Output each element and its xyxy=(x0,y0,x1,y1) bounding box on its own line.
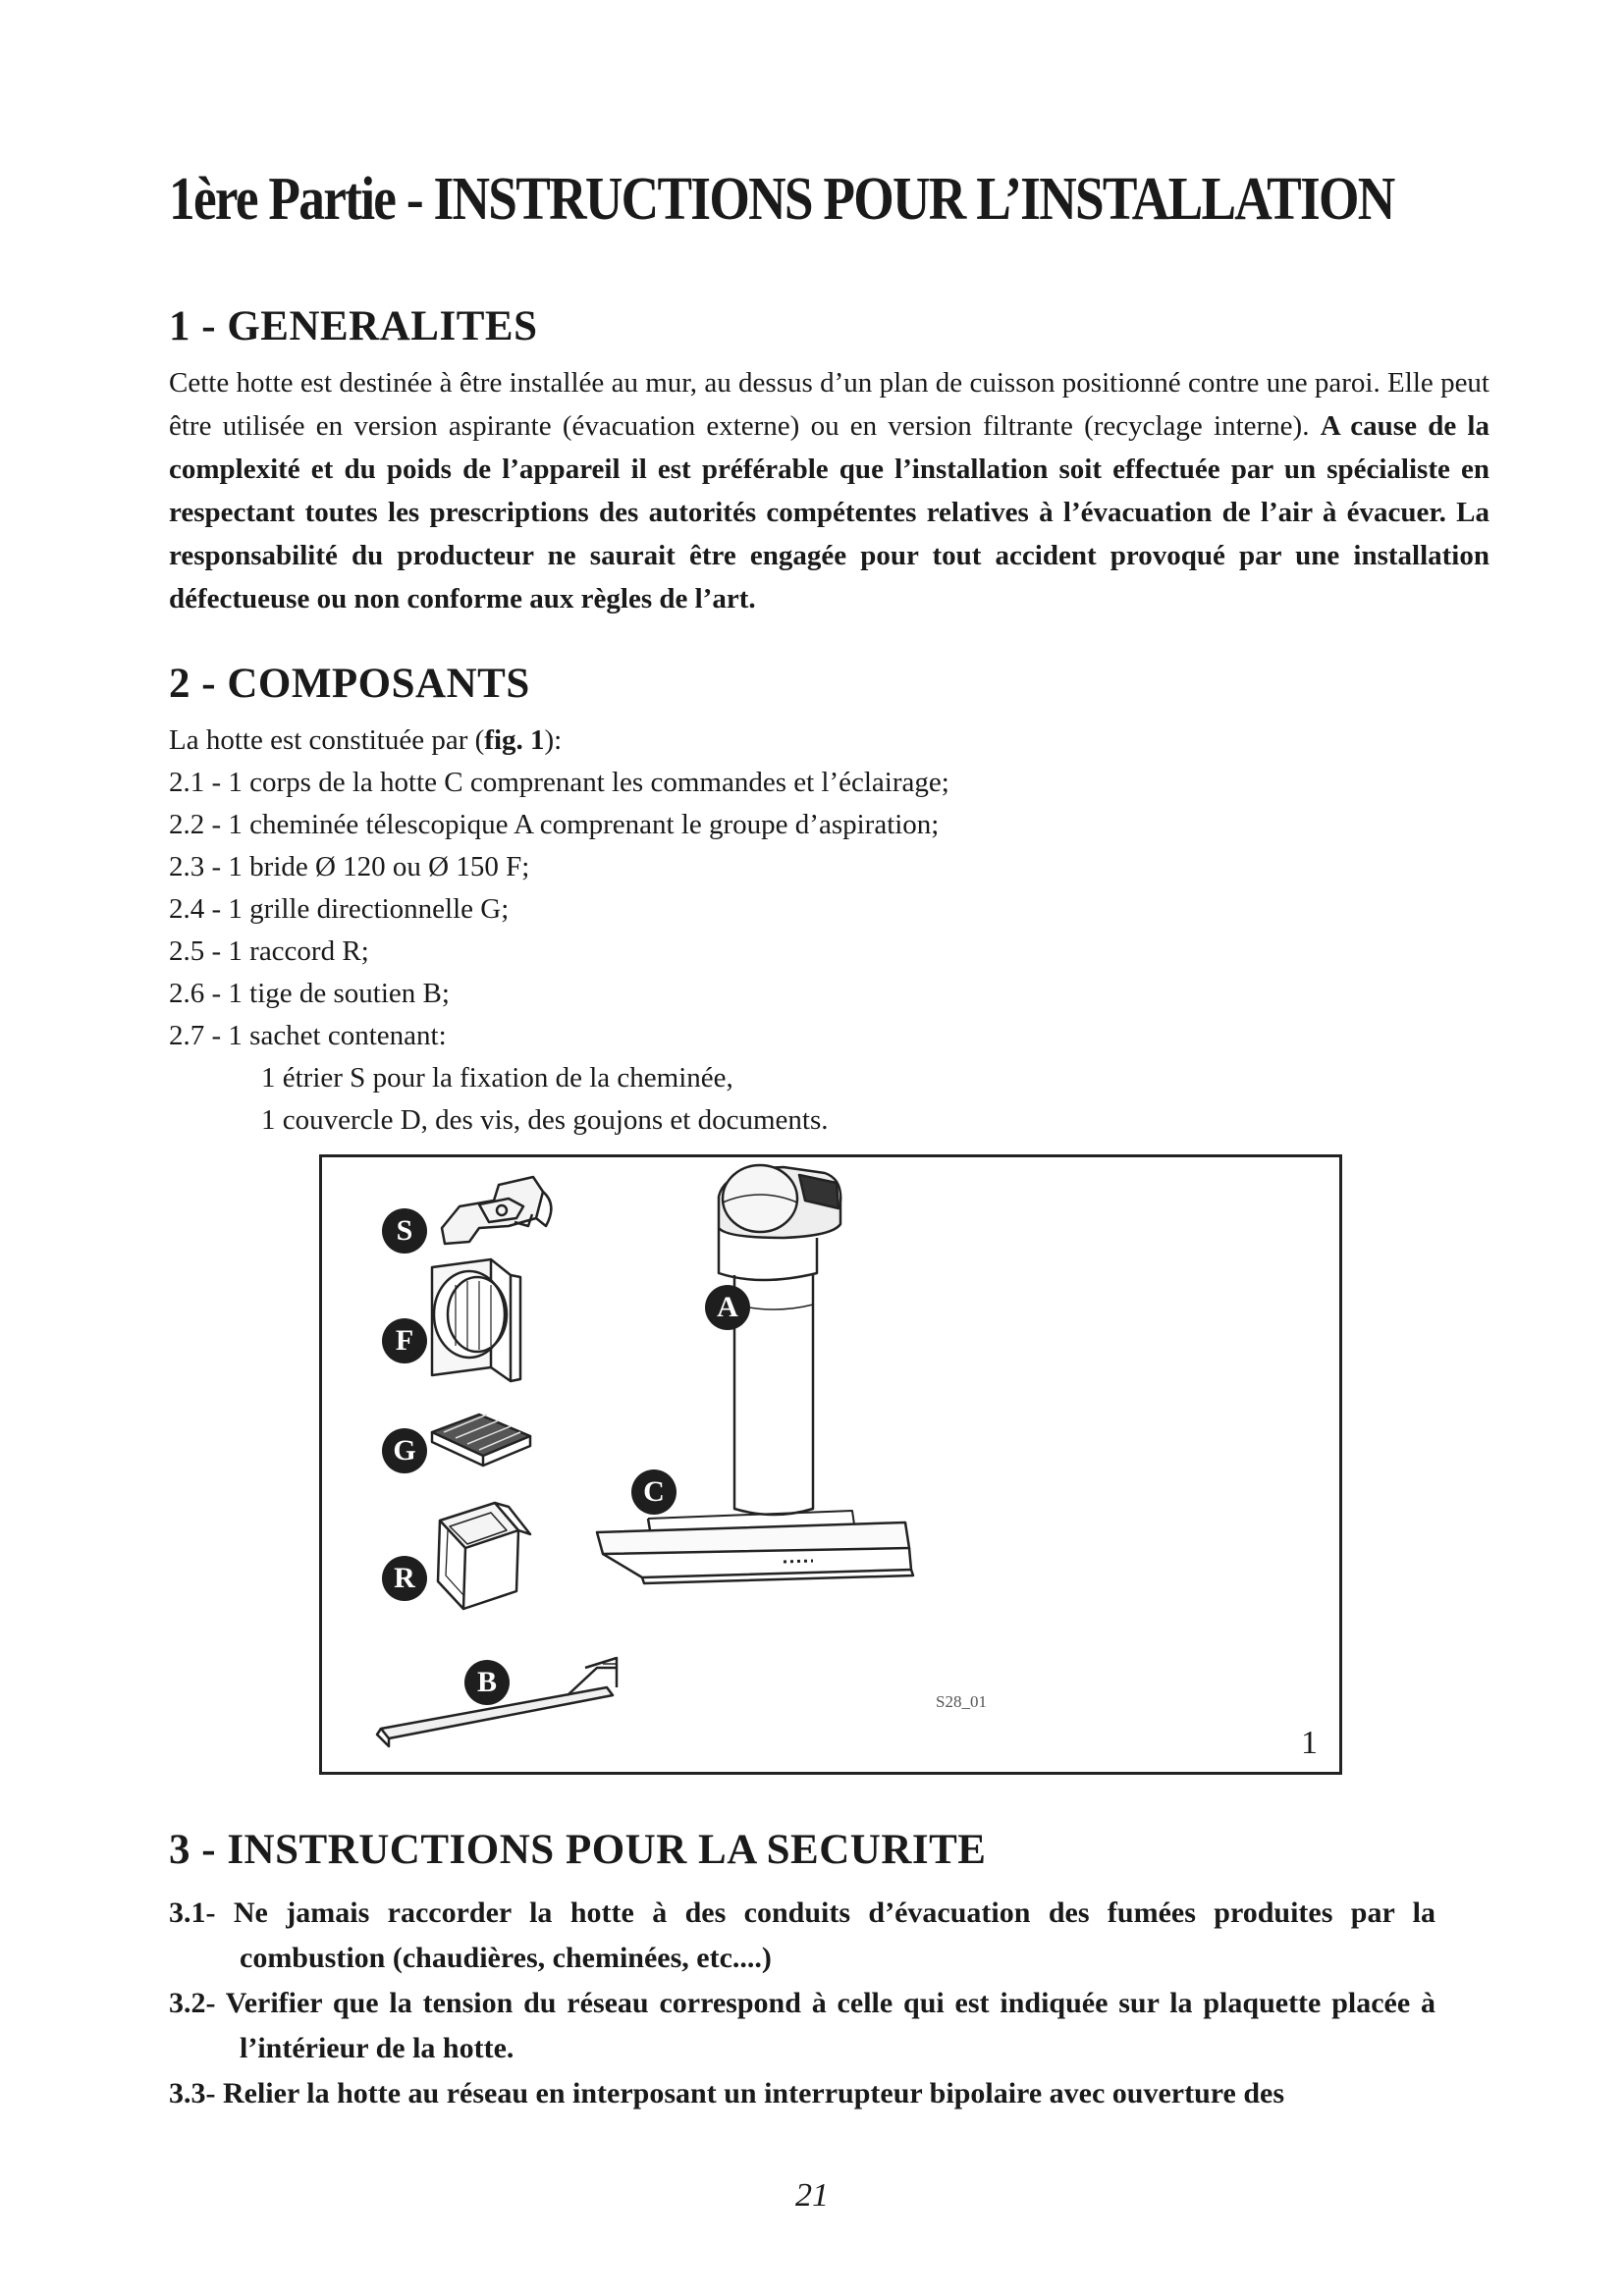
callout-g: G xyxy=(382,1428,427,1473)
component-item: 2.2 - 1 cheminée télescopique A comprenant le groupe d’aspiration; xyxy=(169,809,940,840)
safety-item: 3.3- Relier la hotte au réseau en interposant un interrupteur bipolaire avec ouverture des xyxy=(169,2077,1285,2109)
components-intro: La hotte est constituée par (fig. 1): xyxy=(169,724,563,756)
safety-item: 3.1- Ne jamais raccorder la hotte à des conduits d’évacuation des fumées produites par la combustion (chaudières, cheminées, etc....) xyxy=(169,1896,1435,1974)
component-item: 2.3 - 1 bride Ø 120 ou Ø 150 F; xyxy=(169,851,530,882)
component-item: 2.7 - 1 sachet contenant: xyxy=(169,1020,447,1051)
component-subitem: 1 couvercle D, des vis, des goujons et documents. xyxy=(261,1104,829,1136)
callout-a: A xyxy=(705,1285,750,1330)
section-1-warning: A cause de la complexité et du poids de l’appareil il est préférable que l’installation soit effectuée par un spécialiste en respectant toutes les prescriptions des autorités compétentes relatives à l’évacuation de l’air à évacuer. La responsabilité du producteur ne saurait être engagée pour tout accident provoqué par une installation défectueuse ou non conforme aux règles de l’art. xyxy=(169,410,1489,614)
safety-list xyxy=(169,1891,1435,2116)
components-list xyxy=(169,720,1445,1142)
callout-f: F xyxy=(382,1318,427,1363)
page-number: 21 xyxy=(795,2177,829,2214)
section-1-paragraph xyxy=(169,361,1489,620)
component-item: 2.4 - 1 grille directionnelle G; xyxy=(169,893,510,925)
figure-1 xyxy=(319,1154,1342,1775)
chimney-a-drawing xyxy=(719,1165,840,1515)
bracket-s-drawing xyxy=(442,1177,551,1244)
figure-number: 1 xyxy=(1301,1725,1318,1761)
callout-b: B xyxy=(464,1660,510,1705)
hood-body-c-drawing xyxy=(597,1511,913,1583)
figure-code: S28_01 xyxy=(936,1692,987,1711)
section-1-title: 1 - GENERALITES xyxy=(169,303,538,349)
page-title: 1ère Partie - INSTRUCTIONS POUR L’INSTALLATION xyxy=(169,166,1394,233)
callout-r: R xyxy=(382,1556,427,1601)
section-2-title: 2 - COMPOSANTS xyxy=(169,661,530,707)
component-subitem: 1 étrier S pour la fixation de la cheminée, xyxy=(261,1062,733,1094)
component-item: 2.1 - 1 corps de la hotte C comprenant les commandes et l’éclairage; xyxy=(169,767,949,798)
component-item: 2.5 - 1 raccord R; xyxy=(169,935,369,967)
callout-s: S xyxy=(382,1208,427,1254)
section-1-text: Cette hotte est destinée à être installée au mur, au dessus d’un plan de cuisson positionné contre une paroi. Elle peut être utilisée en version aspirante (évacuation externe) ou en version filtrante (recyclage interne). xyxy=(169,367,1489,442)
grille-g-drawing xyxy=(432,1415,530,1466)
connector-r-drawing xyxy=(438,1503,530,1609)
safety-item: 3.2- Verifier que la tension du réseau correspond à celle qui est indiquée sur la plaquette placée à l’intérieur de la hotte. xyxy=(169,1987,1435,2064)
component-item: 2.6 - 1 tige de soutien B; xyxy=(169,978,450,1009)
callout-c: C xyxy=(631,1469,677,1515)
flange-f-drawing xyxy=(432,1259,520,1381)
section-3-title: 3 - INSTRUCTIONS POUR LA SECURITE xyxy=(169,1827,987,1873)
